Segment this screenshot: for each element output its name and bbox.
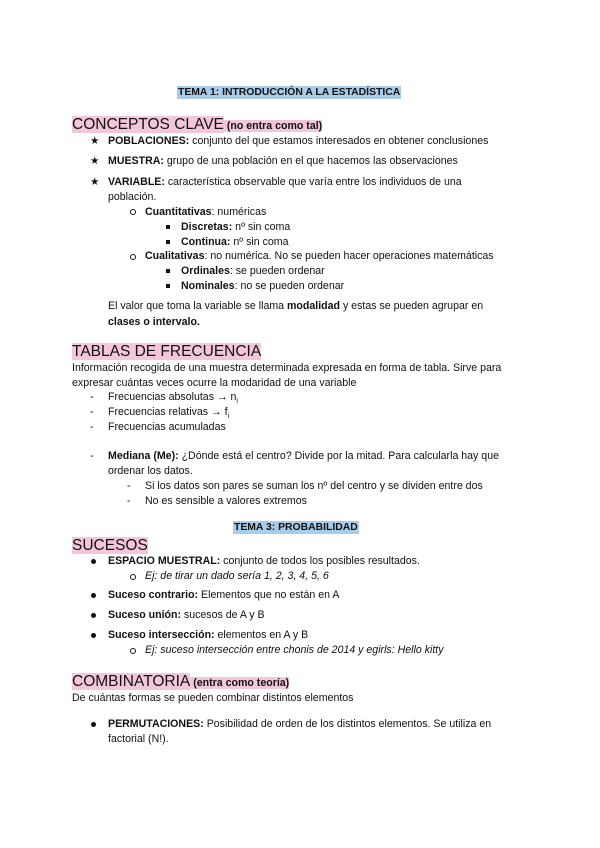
conceptos-note <box>224 120 322 132</box>
freq-rel-sub: i <box>227 413 230 421</box>
term-suceso-union: Suceso unión: <box>108 609 181 621</box>
term-muestra: MUESTRA: <box>108 155 164 167</box>
tablas-heading-text: TABLAS DE FRECUENCIA <box>72 343 262 360</box>
sucesos-heading-text: SUCESOS <box>72 537 148 554</box>
def-continua: nº sin coma <box>230 236 289 248</box>
conceptos-heading-text: CONCEPTOS CLAVE <box>72 116 224 133</box>
item-variable <box>108 175 462 189</box>
item-ordinales <box>181 264 325 278</box>
def-muestra: grupo de una población en el que hacemos las observaciones <box>163 155 458 167</box>
item-nominales <box>181 279 344 293</box>
def-mediana-line1: ¿Dónde está el centro? Divide por la mitad. Para calcularla hay que <box>178 450 499 462</box>
term-ordinales: Ordinales <box>181 265 230 277</box>
def-ordinales: : se pueden ordenar <box>229 265 325 277</box>
modalidad-line1 <box>108 299 483 313</box>
list-item-frecuencias-acumuladas: Frecuencias acumuladas <box>108 421 226 433</box>
def-nominales: : no se pueden ordenar <box>234 280 345 292</box>
term-variable: VARIABLE: <box>108 176 165 188</box>
section-heading-sucesos <box>72 537 148 555</box>
star-bullet-icon: ★ <box>90 176 100 188</box>
item-cuantitativas <box>145 205 266 219</box>
term-poblaciones: POBLACIONES: <box>108 135 190 147</box>
circle-bullet-icon <box>130 574 136 580</box>
topic-title-tema-1: TEMA 1: INTRODUCCIÓN A LA ESTADÍSTICA <box>178 87 401 98</box>
freq-abs-text: Frecuencias absolutas → n <box>108 391 237 403</box>
term-nominales: Nominales <box>181 280 235 292</box>
item-permutaciones <box>108 717 491 731</box>
section-heading-tablas <box>72 343 261 361</box>
disc-bullet-icon <box>91 559 96 564</box>
def-suceso-union: sucesos de A y B <box>180 609 265 621</box>
combinatoria-heading-text: COMBINATORIA <box>72 673 191 690</box>
def-discretas: nº sin coma <box>232 221 291 233</box>
def-mediana-line2: ordenar los datos. <box>108 465 193 477</box>
def-suceso-interseccion: elementos en A y B <box>214 629 309 641</box>
section-heading-conceptos <box>72 116 322 134</box>
item-suceso-union <box>108 608 265 622</box>
square-bullet-icon <box>166 284 170 288</box>
item-poblaciones <box>108 134 488 148</box>
item-discretas <box>181 220 290 234</box>
def-cualitativas: : no numérica. No se pueden hacer operaciones matemáticas <box>204 250 494 262</box>
circle-bullet-icon <box>130 209 136 215</box>
square-bullet-icon <box>166 269 170 273</box>
disc-bullet-icon <box>91 633 96 638</box>
disc-bullet-icon <box>91 722 96 727</box>
item-muestra <box>108 154 458 168</box>
item-espacio-muestral <box>108 554 420 568</box>
term-suceso-interseccion: Suceso intersección: <box>108 629 215 641</box>
def-suceso-contrario: Elementos que no están en A <box>198 589 340 601</box>
dash-bullet-icon: - <box>90 450 94 462</box>
topic-title-tema-3: TEMA 3: PROBABILIDAD <box>234 522 358 533</box>
modalidad-text-1: El valor que toma la variable se llama <box>108 300 288 312</box>
def-permutaciones-line2: factorial (N!). <box>108 733 169 745</box>
combinatoria-note <box>190 677 289 689</box>
def-cuantitativas: : numéricas <box>211 206 267 218</box>
star-bullet-icon: ★ <box>90 155 100 167</box>
star-bullet-icon: ★ <box>90 135 100 147</box>
item-suceso-contrario <box>108 588 339 602</box>
term-espacio-muestral: ESPACIO MUESTRAL: <box>108 555 221 567</box>
combinatoria-note-text: (entra como teoría) <box>193 677 290 689</box>
def-variable-line1: característica observable que varía entre los individuos de una <box>164 176 462 188</box>
term-cuantitativas: Cuantitativas <box>145 206 212 218</box>
square-bullet-icon <box>166 225 170 229</box>
mediana-subitem: Si los datos son pares se suman los nº del centro y se dividen entre dos <box>145 480 483 492</box>
circle-bullet-icon <box>130 648 136 654</box>
term-discretas: Discretas: <box>181 221 233 233</box>
example-dado: Ej: de tirar un dado sería 1, 2, 3, 4, 5, 6 <box>145 570 329 582</box>
def-espacio-muestral: conjunto de todos los posibles resultados. <box>220 555 420 567</box>
item-continua <box>181 235 288 249</box>
term-suceso-contrario: Suceso contrario: <box>108 589 199 601</box>
freq-abs-sub: i <box>236 398 238 406</box>
def-poblaciones: conjunto del que estamos interesados en obtener conclusiones <box>189 135 489 147</box>
conceptos-note-text: (no entra como tal) <box>226 120 323 132</box>
item-cualitativas <box>145 249 494 263</box>
term-cualitativas: Cualitativas <box>145 250 205 262</box>
square-bullet-icon <box>166 240 170 244</box>
term-mediana: Mediana (Me): <box>108 450 179 462</box>
modalidad-line2: clases o intervalo. <box>108 316 200 328</box>
modalidad-text-2: y estas se pueden agrupar en <box>340 300 484 312</box>
modalidad-term: modalidad <box>287 300 340 312</box>
item-suceso-interseccion <box>108 628 308 642</box>
freq-rel-text: Frecuencias relativas → f <box>108 406 228 418</box>
disc-bullet-icon <box>91 613 96 618</box>
circle-bullet-icon <box>130 254 136 260</box>
def-permutaciones-line1: Posibilidad de orden de los distintos elementos. Se utiliza en <box>203 718 492 730</box>
dash-bullet-icon: - <box>90 391 94 403</box>
item-mediana <box>108 449 499 463</box>
tablas-desc-line1: Información recogida de una muestra determinada expresada en forma de tabla. Sirve para <box>72 362 502 374</box>
example-interseccion: Ej: suceso intersección entre chonis de 2014 y egirls: Hello kitty <box>145 644 444 656</box>
disc-bullet-icon <box>91 593 96 598</box>
section-heading-combinatoria <box>72 673 289 692</box>
tablas-desc-line2: expresar cuántas veces ocurre la modaridad de una variable <box>72 377 357 389</box>
mediana-subitem: No es sensible a valores extremos <box>145 495 307 507</box>
dash-bullet-icon: - <box>90 421 94 433</box>
dash-bullet-icon: - <box>127 480 131 492</box>
dash-bullet-icon: - <box>90 406 94 418</box>
term-continua: Continua: <box>181 236 231 248</box>
term-permutaciones: PERMUTACIONES: <box>108 718 204 730</box>
def-variable-line2: población. <box>108 191 157 203</box>
combinatoria-desc: De cuántas formas se pueden combinar distintos elementos <box>72 692 354 704</box>
dash-bullet-icon: - <box>127 495 131 507</box>
